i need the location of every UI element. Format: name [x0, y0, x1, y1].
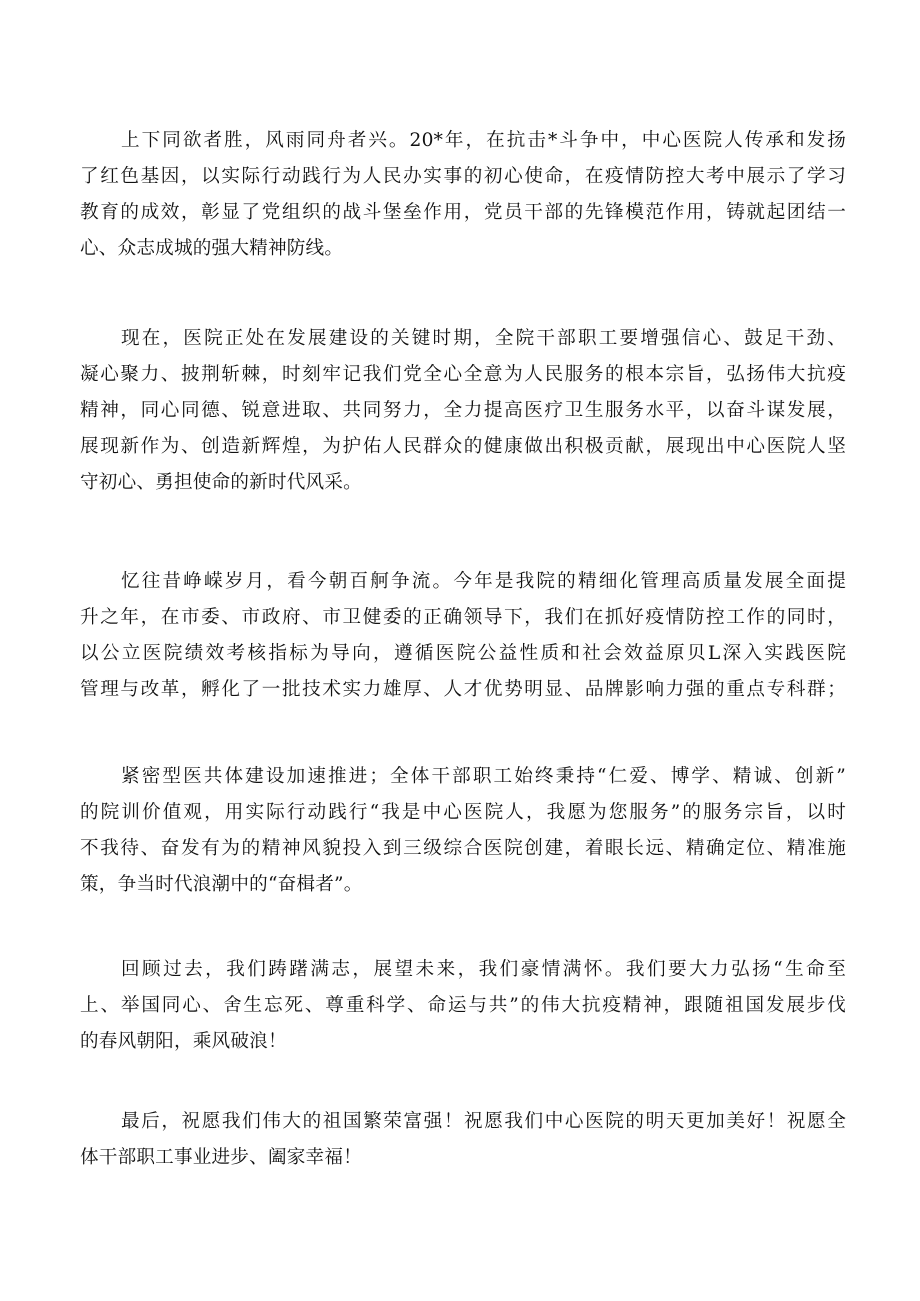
text-line: 以公立医院绩效考核指标为导向，遵循医院公益性质和社会效益原贝L深入实践医院 — [80, 643, 846, 664]
text-line: 策，争当时代浪潮中的“奋楫者”。 — [80, 874, 363, 895]
text-line: 守初心、勇担使命的新时代风采。 — [80, 472, 362, 493]
text-line: 紧密型医共体建设加速推进；全体干部职工始终秉持“仁爱、博学、精诚、创新” — [121, 766, 846, 787]
text-line: 升之年，在市委、市政府、市卫健委的正确领导下，我们在抓好疫情防控工作的同时， — [80, 607, 846, 628]
text-line: 的院训价值观，用实际行动践行“我是中心医院人，我愿为您服务”的服务宗旨，以时 — [80, 802, 846, 823]
text-line: 了红色基因，以实际行动践行为人民办实事的初心使命，在疫情防控大考中展示了学习 — [80, 166, 846, 187]
text-line: 管理与改革，孵化了一批技术实力雄厚、人才优势明显、品牌影响力强的重点专科群； — [80, 679, 846, 700]
text-line: 凝心聚力、披荆斩棘，时刻牢记我们党全心全意为人民服务的根本宗旨，弘扬伟大抗疫 — [80, 364, 846, 385]
text-line: 现在，医院正处在发展建设的关键时期，全院干部职工要增强信心、鼓足干劲、 — [121, 328, 846, 349]
text-line: 上下同欲者胜，风雨同舟者兴。20*年，在抗击*斗争中，中心医院人传承和发扬 — [121, 130, 846, 151]
paragraph-review-outlook — [80, 952, 846, 1060]
paragraph-fight-epidemic — [80, 123, 846, 267]
text-line: 精神，同心同德、锐意进取、共同努力，全力提高医疗卫生服务水平，以奋斗谋发展， — [80, 400, 846, 421]
text-line: 展现新作为、创造新辉煌，为护佑人民群众的健康做出积极贡献，展现出中心医院人坚 — [80, 436, 846, 457]
text-line: 最后，祝愿我们伟大的祖国繁荣富强！祝愿我们中心医院的明天更加美好！祝愿全 — [121, 1111, 846, 1132]
text-line: 不我待、奋发有为的精神风貌投入到三级综合医院创建，着眼长远、精确定位、精准施 — [80, 838, 846, 859]
text-line: 心、众志成城的强大精神防线。 — [80, 238, 344, 259]
text-line: 忆往昔峥嵘岁月，看今朝百舸争流。今年是我院的精细化管理高质量发展全面提 — [121, 571, 846, 592]
paragraph-current-period — [80, 321, 846, 501]
paragraph-this-year — [80, 564, 846, 708]
text-line: 上、举国同心、舍生忘死、尊重科学、命运与共”的伟大抗疫精神，跟随祖国发展步伐 — [80, 995, 846, 1016]
paragraph-closing-wishes — [80, 1104, 846, 1176]
text-line: 体干部职工事业进步、阖家幸福！ — [80, 1147, 362, 1168]
text-line: 教育的成效，彰显了党组织的战斗堡垒作用，党员干部的先锋模范作用，铸就起团结一 — [80, 202, 846, 223]
text-line: 的春风朝阳，乘风破浪！ — [80, 1031, 287, 1052]
text-line: 回顾过去，我们踌躇满志，展望未来，我们豪情满怀。我们要大力弘扬“生命至 — [121, 959, 846, 980]
paragraph-medical-community — [80, 759, 846, 903]
